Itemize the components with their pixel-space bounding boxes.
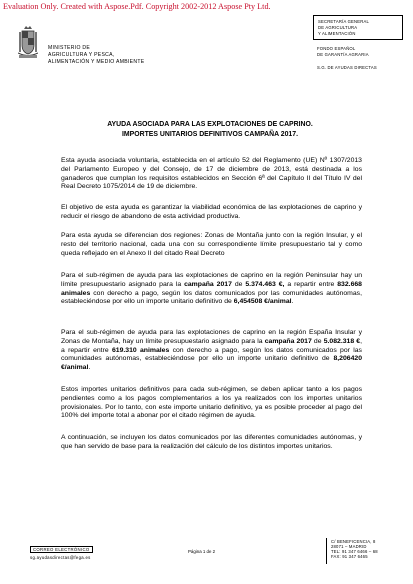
- ministry-name: [48, 45, 144, 66]
- fega-name: [317, 46, 369, 58]
- fega-line: DE GARANTÍA AGRARIA: [317, 52, 369, 57]
- address-line: C/ BENEFICENCIA, 8: [331, 539, 376, 544]
- secretaria-line: Y ALIMENTACIÓN: [318, 31, 356, 36]
- paragraph-regions: Para esta ayuda se diferencian dos regiones: Zonas de Montaña junto con la región Insular, y el resto del territorio nacional, cada una con su correspondiente límite presupuestario tal y como queda reflejado en el Anexo II del citado Real Decreto: [61, 232, 362, 257]
- document-title: [40, 120, 380, 139]
- address-line: 28071 – MADRID: [331, 544, 367, 550]
- secretaria-line: DE AGRICULTURA: [318, 25, 358, 30]
- paragraph-regulation: Esta ayuda asociada voluntaria, establecida en el artículo 52 del Reglamento (UE) Nº 1307/2013 del Parlamento Europeo y del Consejo, de 17 de diciembre de 2013, está destinada a los ganaderos que cumplan los requisitos establecidos en Sección 6ª del Capítulo II del Título IV del Real Decreto 1075/2014 de 19 de diciembre.: [61, 157, 362, 191]
- unit-amount: 6,454508 €/animal: [233, 298, 292, 306]
- paragraph-peninsular: [61, 272, 362, 307]
- text-run: de: [311, 337, 324, 345]
- unit-amount: 8,206420 €/animal: [61, 355, 362, 372]
- footer-divider: [326, 538, 327, 564]
- paragraph-application: Estos importes unitarios definitivos para cada sub-régimen, se deben aplicar tanto a los pagos pendientes como a los pagos complementarios a los ya realizados con los importes unitarios provisionales. Por lo tanto, con este importe unitario definitivo, ya es posible proceder al pago del 100% del importe total a abonar por el citado régimen de ayuda.: [61, 386, 362, 420]
- text-run: .: [88, 364, 91, 372]
- fega-line: FONDO ESPAÑOL: [317, 46, 356, 51]
- paragraph-objective: El objetivo de esta ayuda es garantizar la viabilidad económica de las explotaciones de caprino y reducir el riesgo de abandono de esta actividad productiva.: [61, 204, 362, 220]
- subdirection-name: S.G. DE AYUDAS DIRECTAS: [317, 65, 377, 70]
- address-line: FAX: 91 347 6465: [331, 554, 368, 560]
- paragraph-conclusion: A continuación, se incluyen los datos comunicados por las diferentes comunidades autónomas, y que han servido de base para la realización del cálculo de los distintos importes unitarios.: [61, 434, 362, 450]
- email-link[interactable]: sg.ayudasdirectas@fega.es: [30, 555, 91, 560]
- watermark-text: Evaluation Only. Created with Aspose.Pdf. Copyright 2002-2012 Aspose Pty Ltd.: [3, 2, 271, 11]
- text-run: Para el sub-régimen de ayuda para las explotaciones de caprino en la región España Insular y Zonas de Montaña, hay un límite presupuestario asignado para la: [61, 329, 362, 345]
- text-run: a repartir entre: [284, 280, 338, 288]
- animal-count: 619.310 animales: [111, 346, 170, 354]
- title-line: IMPORTES UNITARIOS DEFINITIVOS CAMPAÑA 2017.: [122, 130, 298, 138]
- campaign-year: campaña 2017: [184, 280, 232, 288]
- text-run: con derecho a pago, según los datos comunicados por las comunidades autónomas, estableciéndose por ello un importe unitario definitivo de: [61, 289, 362, 306]
- title-line: AYUDA ASOCIADA PARA LAS EXPLOTACIONES DE CAPRINO.: [107, 121, 313, 128]
- ministry-line: AGRICULTURA Y PESCA,: [48, 52, 115, 58]
- budget-amount: 5.374.463 €,: [245, 280, 285, 288]
- secretaria-box: [313, 15, 403, 40]
- ministry-line: MINISTERIO DE: [48, 45, 91, 51]
- text-run: .: [291, 298, 294, 306]
- ministry-line: ALIMENTACIÓN Y MEDIO AMBIENTE: [48, 59, 145, 65]
- text-run: Para el sub-régimen de ayuda para las explotaciones de caprino en la región Peninsular hay un límite presupuestario asignado para la: [61, 272, 362, 288]
- postal-address: [331, 539, 378, 559]
- budget-amount: 5.082.318 €: [323, 337, 361, 345]
- text-run: con derecho a pago, según los datos comunicados por las comunidades autónomas, estableciéndose por ello un importe unitario definitivo de: [61, 346, 362, 363]
- text-run: de: [231, 280, 246, 288]
- paragraph-insular: [61, 329, 362, 373]
- secretaria-line: SECRETARÍA GENERAL: [318, 19, 369, 24]
- campaign-year: campaña 2017: [264, 337, 312, 345]
- address-line: TEL: 91 347 6466 – 68: [331, 549, 378, 555]
- page-number: Página 1 de 2: [188, 549, 216, 554]
- coat-of-arms-icon: [18, 25, 38, 61]
- text-run: , a repartir entre: [61, 337, 363, 354]
- animal-count: 832.668 animales: [61, 280, 362, 297]
- email-label: CORREO ELECTRÓNICO: [30, 546, 93, 553]
